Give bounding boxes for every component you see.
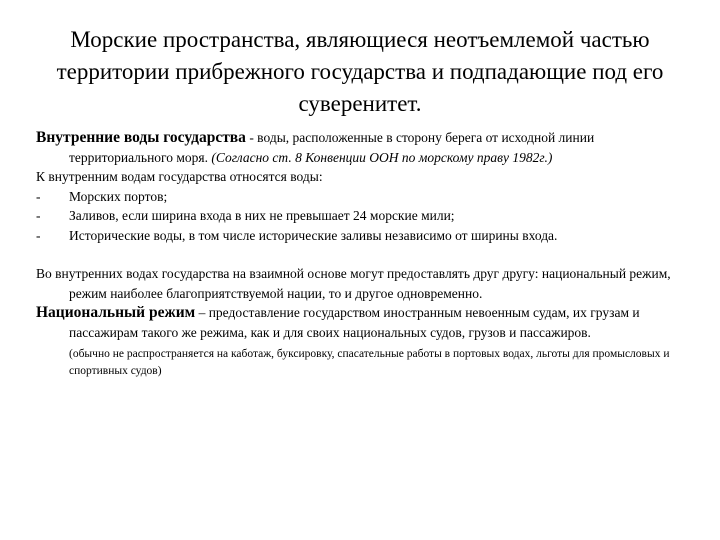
- list-item: [36, 187, 686, 207]
- list-dash: -: [36, 208, 41, 223]
- slide-content: [36, 128, 686, 379]
- national-regime-note: (обычно не распространяется на каботаж, буксировку, спасательные работы в портовых водах, льготы для промысловых и спортивных судов): [69, 348, 670, 377]
- list-item: [36, 206, 686, 226]
- national-regime-definition: [36, 303, 686, 342]
- internal-waters-term: Внутренние воды государства: [36, 129, 246, 146]
- regimes-paragraph: Во внутренних водах государства на взаимной основе могут предоставлять друг другу: национальный режим, режим наиболее благоприятствуемой нации, то и другое одновременно.: [36, 266, 671, 301]
- includes-intro: К внутренним водам государства относятся воды:: [36, 169, 323, 184]
- list-dash: -: [36, 227, 41, 243]
- list-dash: -: [36, 188, 41, 204]
- internal-waters-definition: [36, 128, 686, 167]
- list-item-text: Заливов, если ширина входа в них не превышает 24 морские мили;: [69, 208, 455, 223]
- spacer: [36, 245, 686, 264]
- internal-waters-citation: (Согласно ст. 8 Конвенции ООН по морскому праву 1982г.): [211, 149, 553, 165]
- list-item-text: Морских портов;: [69, 188, 168, 204]
- list-item-text: Исторические воды, в том числе исторические заливы независимо от ширины входа.: [69, 227, 558, 243]
- national-regime-term: Национальный режим: [36, 304, 196, 321]
- national-regime-text: – предоставление государством иностранным невоенным судам, их грузам и пассажирам такого же режима, как и для своих национальных судов, грузов и пассажиров.: [69, 305, 640, 340]
- internal-waters-text: - воды, расположенные в сторону берега от исходной линии территориального моря.: [69, 130, 595, 165]
- slide-title: Морские пространства, являющиеся неотъемлемой частью территории прибрежного государства и подпадающие под его суверенитет.: [56, 27, 664, 116]
- list-item: [36, 226, 686, 246]
